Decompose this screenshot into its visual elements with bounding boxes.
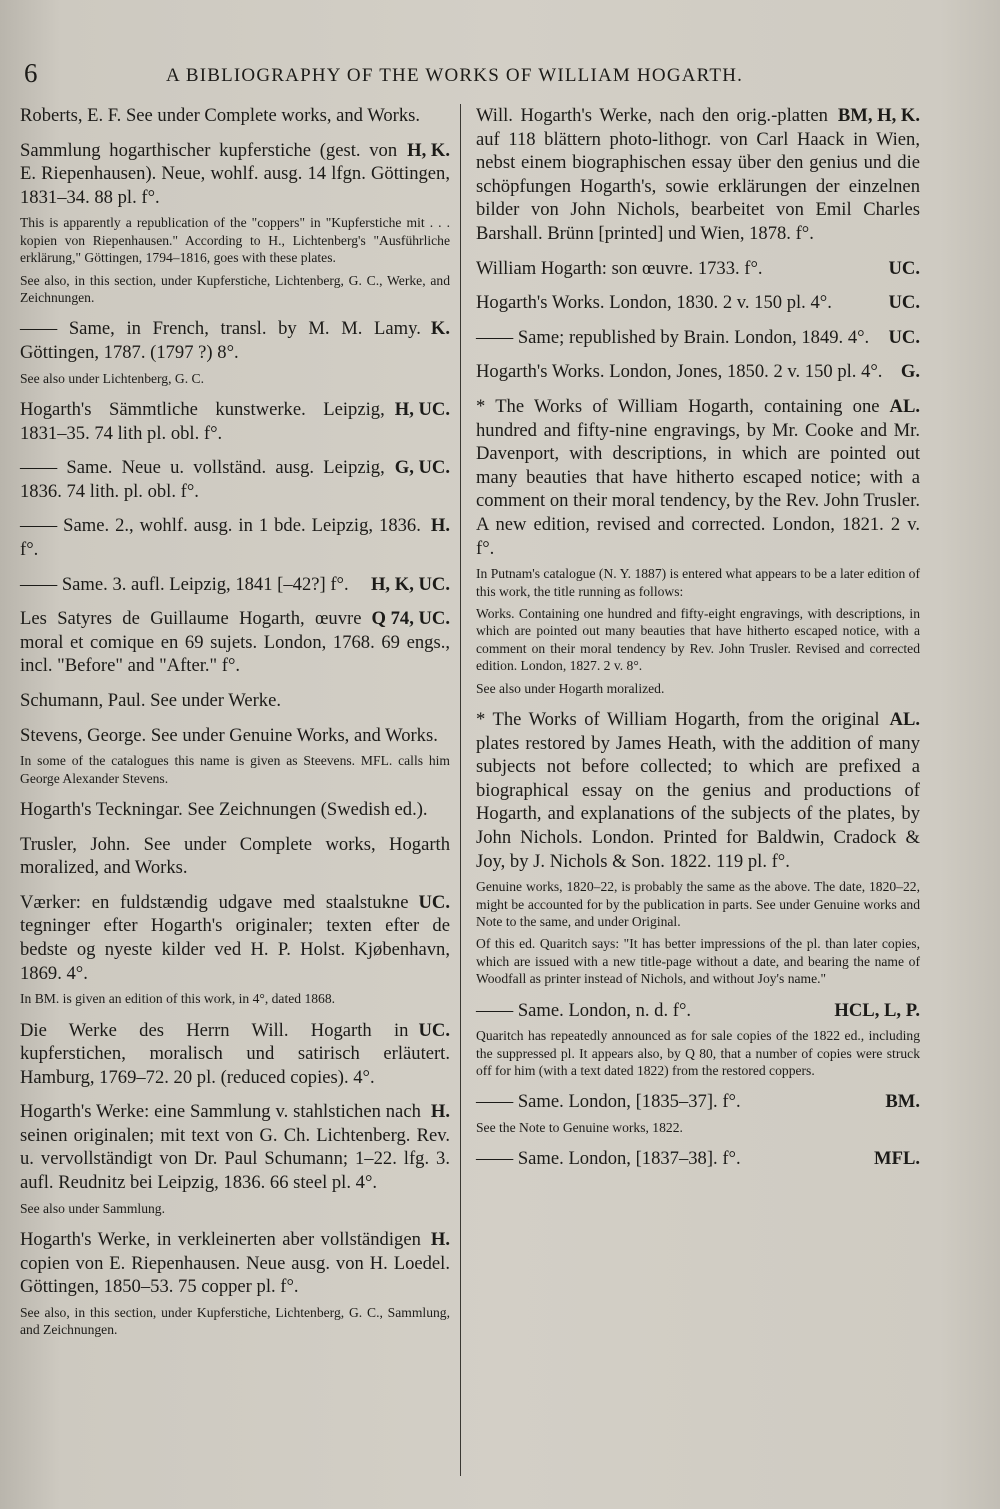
note-text: See also under Sammlung.	[20, 1200, 165, 1216]
holdings-locations: UC.	[888, 257, 920, 279]
entry-text: Værker: en fuldstændig udgave med staalstukne tegninger efter Hogarth's originaler; texten efter de bedste og nyeste kilder ved H. P. Holst. Kjøbenhavn, 1869. 4°.	[20, 891, 450, 984]
bibliography-entry	[20, 833, 450, 880]
holdings-locations: H.	[430, 1229, 450, 1251]
entry-text: Hogarth's Teckningar. See Zeichnungen (Swedish ed.).	[20, 798, 428, 820]
entry-text: Hogarth's Werke: eine Sammlung v. stahlstichen nach seinen originalen; mit text von G. Ch. Lichtenberg. Rev. u. vervollständigt von Dr. Paul Schumann; 1–22. lfg. 3. aufl. Reudnitz bei Leipzig, 1836. 66 steel pl. 4°.	[20, 1101, 450, 1194]
entry-text: —— Same; republished by Brain. London, 1849. 4°.	[476, 326, 870, 348]
note-text: Works. Containing one hundred and fifty-eight engravings, with descriptions, in which are pointed out many beauties that have hitherto escaped notice, with a comment on their moral tendency by Rev. John Trusler. Revised and corrected edition. London, 1827. 2 v. 8°.	[476, 605, 920, 674]
annotation-note	[20, 272, 450, 307]
holdings-locations: Q 74, UC.	[371, 608, 450, 630]
bibliography-entry	[20, 891, 450, 985]
bibliography-entry	[20, 798, 450, 822]
holdings-locations: MFL.	[874, 1148, 920, 1170]
entry-text: —— Same. 2., wohlf. ausg. in 1 bde. Leipzig, 1836. f°.	[20, 515, 421, 560]
annotation-note	[20, 214, 450, 266]
bibliography-entry	[476, 999, 920, 1023]
bibliography-entry	[476, 1147, 920, 1171]
bibliography-entry	[20, 317, 450, 364]
annotation-note	[476, 878, 920, 930]
note-text: In Putnam's catalogue (N. Y. 1887) is entered what appears to be a later edition of this work, the title running as follows:	[476, 566, 920, 599]
entry-text: Stevens, George. See under Genuine Works, and Works.	[20, 724, 438, 746]
annotation-note	[476, 565, 920, 600]
holdings-locations: H, K.	[407, 139, 450, 161]
bibliography-entry	[476, 104, 920, 246]
entry-text: * The Works of William Hogarth, containing one hundred and fifty-nine engravings, by Mr. Cooke and Mr. Davenport, with descriptions, in which are pointed out many beauties that have hitherto escaped notice; with a comment on their moral tendency, by the Rev. John Trusler. A new edition, revised and corrected. London, 1821. 2 v. f°.	[476, 395, 920, 559]
bibliography-entry	[20, 456, 450, 503]
annotation-note	[476, 605, 920, 675]
entry-text: Sammlung hogarthischer kupferstiche (gest. von E. Riepenhausen). Neue, wohlf. ausg. 14 lfgn. Göttingen, 1831–34. 88 pl. f°.	[20, 139, 450, 208]
entry-text: —— Same, in French, transl. by M. M. Lamy. Göttingen, 1787. (1797 ?) 8°.	[20, 318, 421, 363]
holdings-locations: H.	[430, 515, 450, 537]
entry-text: William Hogarth: son œuvre. 1733. f°.	[476, 257, 763, 279]
bibliography-entry	[20, 1100, 450, 1194]
right-column	[476, 104, 920, 1182]
entry-text: Les Satyres de Guillaume Hogarth, œuvre moral et comique en 69 sujets. London, 1768. 69 engs., incl. "Before" and "After." f°.	[20, 608, 450, 677]
entry-text: —— Same. London, [1835–37]. f°.	[476, 1091, 741, 1113]
bibliography-entry	[476, 360, 920, 384]
entry-text: Hogarth's Works. London, 1830. 2 v. 150 pl. 4°.	[476, 292, 832, 314]
page-number: 6	[24, 58, 38, 88]
bibliography-entry	[20, 139, 450, 210]
entry-text: Hogarth's Works. London, Jones, 1850. 2 v. 150 pl. 4°.	[476, 361, 883, 383]
entry-text: Roberts, E. F. See under Complete works, and Works.	[20, 105, 421, 126]
note-text: Of this ed. Quaritch says: "It has better impressions of the pl. than later copies, which are issued with a new title-page without a date, and bearing the name of Woodfall as printer instead of Nichols, and without Joy's name."	[476, 936, 920, 987]
bibliography-entry	[20, 724, 450, 748]
bibliography-entry	[20, 104, 450, 128]
bibliography-entry	[20, 1228, 450, 1299]
bibliography-entry	[476, 326, 920, 350]
holdings-locations: BM, H, K.	[837, 105, 920, 126]
note-text: This is apparently a republication of the "coppers" in "Kupferstiche mit . . . kopien von Riepenhausen." According to H., Lichtenberg's "Ausführliche erklärung," Göttingen, 1794–1816, goes with these plates.	[20, 215, 450, 266]
holdings-locations: K.	[430, 318, 450, 340]
holdings-locations: AL.	[889, 708, 920, 730]
holdings-locations: H, UC.	[394, 399, 450, 420]
entry-text: —— Same. London, [1837–38]. f°.	[476, 1148, 741, 1170]
entry-text: Schumann, Paul. See under Werke.	[20, 689, 281, 711]
entry-text: Die Werke des Herrn Will. Hogarth in kupferstichen, moralisch und satirisch erläutert. Hamburg, 1769–72. 20 pl. (reduced copies). 4°.	[20, 1019, 450, 1088]
note-text: Quaritch has repeatedly announced as for sale copies of the 1822 ed., including the suppressed pl. It appears also, by Q 80, that a number of copies were struck off for him (with a text dated 1822) from the restored coppers.	[476, 1028, 920, 1078]
annotation-note	[20, 752, 450, 787]
column-divider	[460, 104, 461, 1476]
holdings-locations: UC.	[418, 1019, 450, 1041]
note-text: See the Note to Genuine works, 1822.	[476, 1119, 683, 1135]
holdings-locations: AL.	[889, 395, 920, 417]
bibliography-entry	[20, 689, 450, 713]
bibliography-entry	[20, 1019, 450, 1090]
holdings-locations: UC.	[888, 292, 920, 314]
bibliography-entry	[476, 257, 920, 281]
bibliography-entry	[476, 291, 920, 315]
note-text: In BM. is given an edition of this work, in 4°, dated 1868.	[20, 991, 336, 1007]
note-text: See also, in this section, under Kupferstiche, Lichtenberg, G. C., Werke, and Zeichnungen.	[20, 272, 450, 305]
note-text: In some of the catalogues this name is given as Steevens. MFL. calls him George Alexander Stevens.	[20, 753, 450, 786]
note-text: See also under Lichtenberg, G. C.	[20, 370, 204, 386]
holdings-locations: UC.	[888, 326, 920, 348]
note-text: See also under Hogarth moralized.	[476, 680, 665, 696]
bibliography-entry	[20, 398, 450, 445]
holdings-locations: H, K, UC.	[370, 573, 450, 595]
note-text: Genuine works, 1820–22, is probably the same as the above. The date, 1820–22, might be accounted for by the publication in parts. See under Genuine works and Note to the same, and under Original.	[476, 879, 920, 929]
bibliography-entry	[476, 708, 920, 873]
annotation-note	[20, 370, 450, 387]
holdings-locations: G.	[900, 361, 920, 383]
left-column	[20, 104, 450, 1350]
annotation-note	[20, 1200, 450, 1217]
note-text: See also, in this section, under Kupferstiche, Lichtenberg, G. C., Sammlung, and Zeichnungen.	[20, 1304, 450, 1338]
entry-text: Will. Hogarth's Werke, nach den orig.-platten auf 118 blättern photo-lithogr. von Carl Haack in Wien, nebst einem biographischen essay über den genius und die schöpfungen Hogarth's, sowie erklärungen der einzelnen bilder von John Nichols, bearbeitet von Emil Charles Barshall. Brünn [printed] und Wien, 1878. f°.	[476, 105, 920, 244]
annotation-note	[20, 1304, 450, 1339]
annotation-note	[20, 990, 450, 1007]
holdings-locations: BM.	[885, 1091, 920, 1113]
annotation-note	[476, 680, 920, 697]
holdings-locations: HCL, L, P.	[834, 999, 920, 1021]
bibliography-entry	[20, 573, 450, 597]
annotation-note	[476, 1027, 920, 1079]
holdings-locations: UC.	[418, 891, 450, 913]
annotation-note	[476, 935, 920, 987]
entry-text: Trusler, John. See under Complete works, Hogarth moralized, and Works.	[20, 833, 450, 879]
entry-text: Hogarth's Sämmtliche kunstwerke. Leipzig, 1831–35. 74 lith pl. obl. f°.	[20, 399, 385, 444]
holdings-locations: H.	[430, 1101, 450, 1123]
entry-text: —— Same. Neue u. vollständ. ausg. Leipzig, 1836. 74 lith. pl. obl. f°.	[20, 457, 385, 502]
page-header	[20, 58, 940, 98]
bibliography-entry	[476, 1090, 920, 1114]
entry-text: —— Same. 3. aufl. Leipzig, 1841 [–42?] f°.	[20, 573, 349, 595]
entry-text: * The Works of William Hogarth, from the original plates restored by James Heath, with the addition of many subjects not before collected; to which are prefixed a biographical essay on the genius and productions of Hogarth, and explanations of the subjects of the plates, by John Nichols. London. Printed for Baldwin, Cradock & Joy, by J. Nichols & Son. 1822. 119 pl. f°.	[476, 708, 920, 872]
entry-text: Hogarth's Werke, in verkleinerten aber vollständigen copien von E. Riepenhausen. Neue ausg. von H. Loedel. Göttingen, 1850–53. 75 copper pl. f°.	[20, 1229, 450, 1298]
bibliography-entry	[20, 607, 450, 678]
bibliography-entry	[20, 514, 450, 561]
holdings-locations: G, UC.	[394, 457, 450, 479]
entry-text: —— Same. London, n. d. f°.	[476, 999, 692, 1021]
running-title: A BIBLIOGRAPHY OF THE WORKS OF WILLIAM HOGARTH.	[166, 65, 744, 86]
annotation-note	[476, 1119, 920, 1136]
bibliography-entry	[476, 395, 920, 560]
